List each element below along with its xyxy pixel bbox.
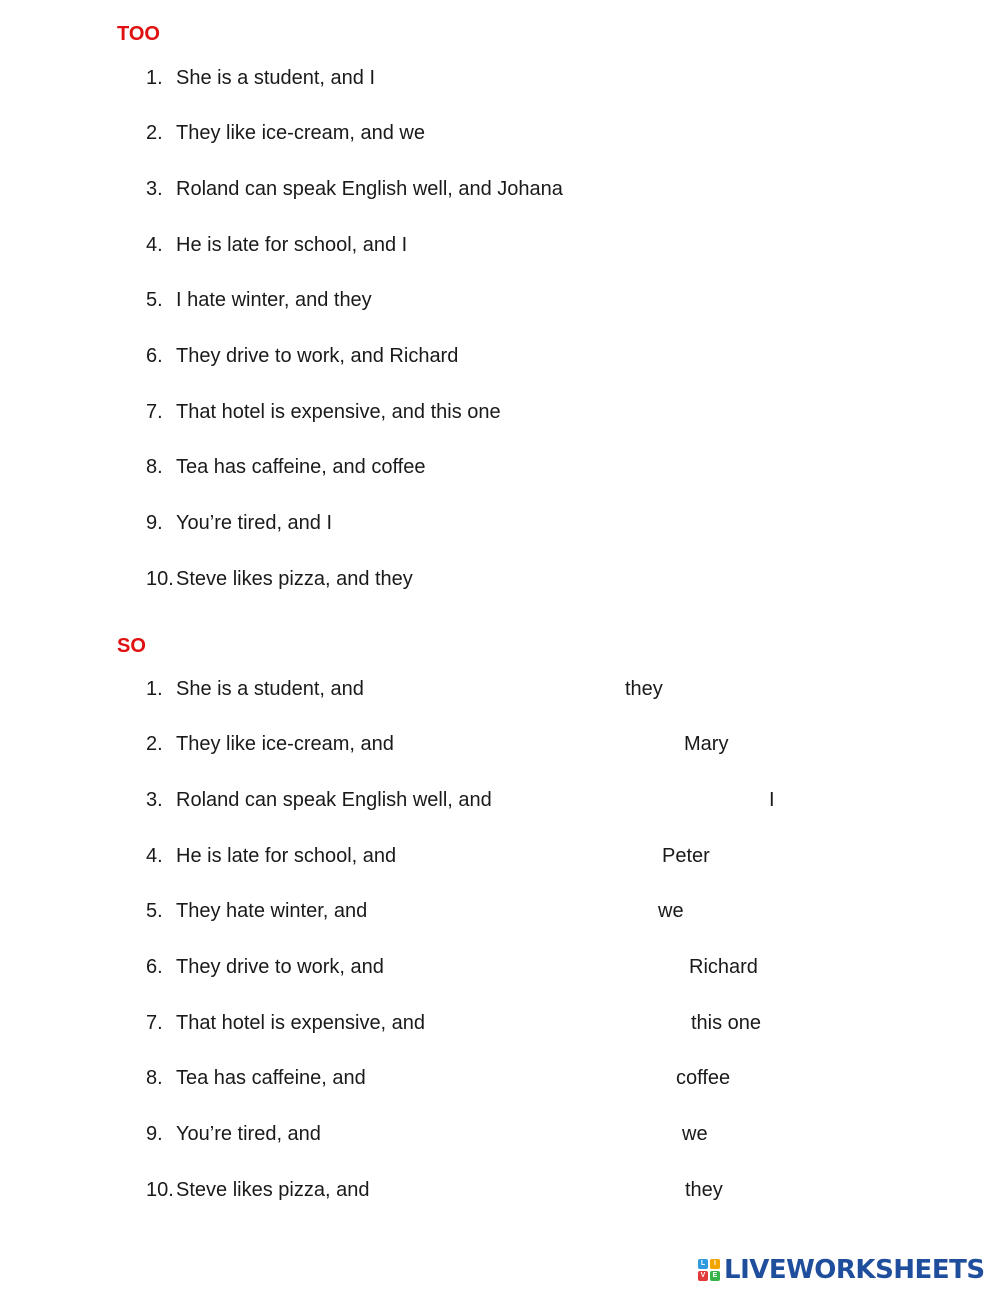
item-subject: Mary	[684, 733, 729, 755]
list-item	[0, 508, 1000, 538]
list-item	[0, 397, 1000, 427]
item-text: Roland can speak English well, and Johana	[176, 178, 563, 200]
list-item	[0, 896, 1000, 926]
item-number: 8.	[146, 1067, 163, 1089]
item-text: Steve likes pizza, and they	[176, 568, 413, 590]
item-subject: they	[625, 678, 663, 700]
item-number: 6.	[146, 345, 163, 367]
item-text: They drive to work, and	[176, 956, 384, 978]
item-subject: coffee	[676, 1067, 731, 1089]
logo-mark-icon: L I V E	[698, 1259, 720, 1281]
item-text: Steve likes pizza, and	[176, 1179, 370, 1201]
item-subject: I	[769, 789, 775, 811]
item-number: 5.	[146, 289, 163, 311]
list-item	[0, 1008, 1000, 1038]
list-item	[0, 63, 1000, 93]
item-subject: Peter	[662, 845, 710, 867]
item-text: That hotel is expensive, and	[176, 1012, 426, 1034]
list-item	[0, 230, 1000, 260]
item-subject: Richard	[689, 956, 758, 978]
item-number: 7.	[146, 401, 163, 423]
list-item	[0, 1119, 1000, 1149]
item-number: 10.	[146, 1179, 174, 1201]
list-item	[0, 174, 1000, 204]
item-number: 4.	[146, 234, 163, 256]
item-text: Roland can speak English well, and	[176, 789, 492, 811]
item-text: She is a student, and	[176, 678, 364, 700]
item-text: Tea has caffeine, and coffee	[176, 456, 426, 478]
list-item	[0, 785, 1000, 815]
item-text: He is late for school, and	[176, 845, 397, 867]
item-number: 3.	[146, 789, 163, 811]
item-text: They drive to work, and Richard	[176, 345, 459, 367]
item-text: They hate winter, and	[176, 900, 368, 922]
item-number: 5.	[146, 900, 163, 922]
item-number: 4.	[146, 845, 163, 867]
item-text: She is a student, and I	[176, 67, 376, 89]
item-text: He is late for school, and I	[176, 234, 408, 256]
item-number: 3.	[146, 178, 163, 200]
heading-too: TOO	[117, 23, 160, 45]
item-number: 1.	[146, 678, 163, 700]
list-item	[0, 341, 1000, 371]
list-item	[0, 1063, 1000, 1093]
list-item	[0, 952, 1000, 982]
list-item	[0, 285, 1000, 315]
list-item	[0, 674, 1000, 704]
list-item	[0, 841, 1000, 871]
item-text: Tea has caffeine, and	[176, 1067, 366, 1089]
liveworksheets-logo	[698, 1254, 985, 1286]
item-number: 9.	[146, 1123, 163, 1145]
item-subject: we	[682, 1123, 708, 1145]
item-number: 10.	[146, 568, 174, 590]
item-subject: this one	[691, 1012, 762, 1034]
list-item	[0, 564, 1000, 594]
item-text: You’re tired, and I	[176, 512, 333, 534]
item-number: 9.	[146, 512, 163, 534]
item-text: They like ice-cream, and we	[176, 122, 425, 144]
heading-so: SO	[117, 635, 146, 657]
item-text: They like ice-cream, and	[176, 733, 394, 755]
item-number: 8.	[146, 456, 163, 478]
item-text: That hotel is expensive, and this one	[176, 401, 501, 423]
list-item	[0, 729, 1000, 759]
item-number: 7.	[146, 1012, 163, 1034]
item-number: 2.	[146, 733, 163, 755]
item-subject: we	[658, 900, 684, 922]
item-number: 2.	[146, 122, 163, 144]
list-item	[0, 1175, 1000, 1205]
logo-text: LIVEWORKSHEETS	[724, 1255, 985, 1285]
item-number: 1.	[146, 67, 163, 89]
list-item	[0, 118, 1000, 148]
item-subject: they	[685, 1179, 723, 1201]
item-number: 6.	[146, 956, 163, 978]
item-text: You’re tired, and	[176, 1123, 321, 1145]
item-text: I hate winter, and they	[176, 289, 372, 311]
list-item	[0, 452, 1000, 482]
